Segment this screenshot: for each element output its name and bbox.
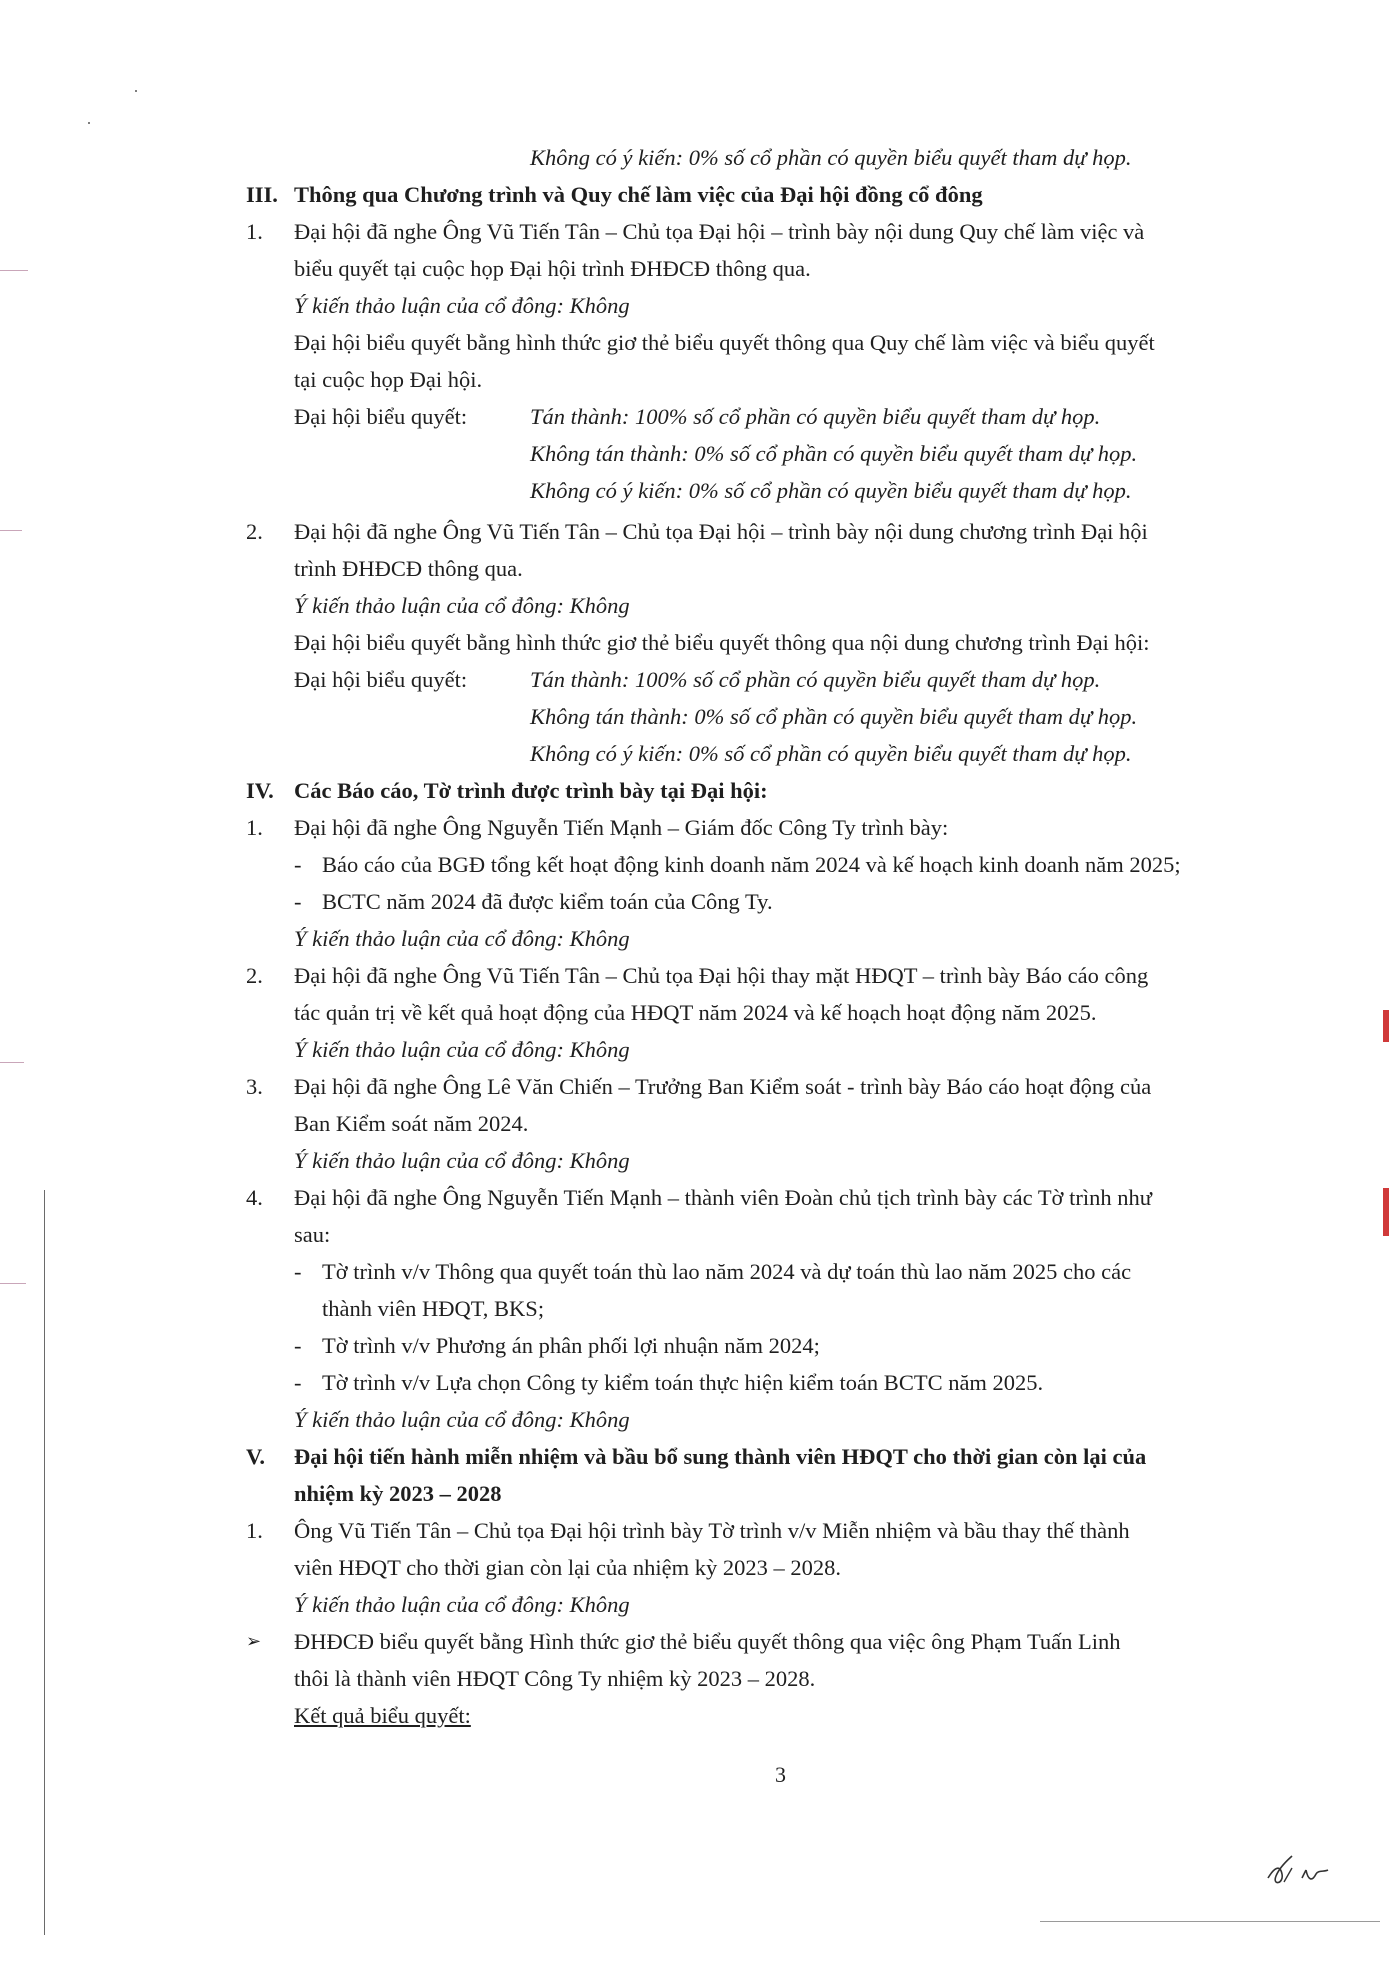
text-line [246,809,1246,846]
dash-marker: - [294,852,302,877]
text-line [246,1697,1246,1734]
text-line [246,472,1246,509]
paragraph-text: trình ĐHĐCĐ thông qua. [294,556,523,581]
section-number: V. [246,1444,265,1469]
text-line [246,994,1246,1031]
section-number: IV. [246,778,274,803]
text-line [246,287,1246,324]
discussion-note: Ý kiến thảo luận của cổ đông: Không [294,1407,630,1432]
discussion-note: Ý kiến thảo luận của cổ đông: Không [294,1037,630,1062]
item-number: 1. [246,1518,263,1543]
text-line [246,1142,1246,1179]
item-text: Đại hội đã nghe Ông Nguyễn Tiến Mạnh – thành viên Đoàn chủ tịch trình bày các Tờ trình như [294,1185,1152,1210]
item-text: Đại hội đã nghe Ông Vũ Tiến Tân – Chủ tọa Đại hội – trình bày nội dung chương trình Đại hội [294,519,1148,544]
item-number: 4. [246,1185,263,1210]
text-line [246,550,1246,587]
bullet-text: Tờ trình v/v Lựa chọn Công ty kiểm toán thực hiện kiểm toán BCTC năm 2025. [322,1370,1044,1395]
text-line [246,1216,1246,1253]
text-line [246,361,1246,398]
resolution-text: ĐHĐCĐ biểu quyết bằng Hình thức giơ thẻ biểu quyết thông qua việc ông Phạm Tuấn Linh [294,1629,1121,1654]
item-text: Đại hội đã nghe Ông Vũ Tiến Tân – Chủ tọa Đại hội – trình bày nội dung Quy chế làm việc và [294,219,1145,244]
item-number: 2. [246,963,263,988]
section-heading: Đại hội tiến hành miễn nhiệm và bầu bổ sung thành viên HĐQT cho thời gian còn lại của [294,1444,1147,1469]
text-line [246,1549,1246,1586]
vote-result: Tán thành: 100% số cổ phần có quyền biểu quyết tham dự họp. [530,404,1101,429]
scan-dot [88,122,90,124]
text-line [246,1179,1246,1216]
paragraph-text: biểu quyết tại cuộc họp Đại hội trình ĐHĐCĐ thông qua. [294,256,811,281]
item-number: 3. [246,1074,263,1099]
vote-label: Đại hội biểu quyết: [294,667,468,692]
discussion-note: Ý kiến thảo luận của cổ đông: Không [294,593,630,618]
text-line [246,1364,1246,1401]
text-line [246,846,1246,883]
bullet-text: Báo cáo của BGĐ tổng kết hoạt động kinh doanh năm 2024 và kế hoạch kinh doanh năm 2025; [322,852,1181,877]
text-line [246,1290,1246,1327]
text-line [246,1068,1246,1105]
bullet-text: thành viên HĐQT, BKS; [322,1296,545,1321]
text-line [246,1512,1246,1549]
bottom-rule [1040,1921,1380,1922]
red-stamp-edge [1383,1010,1389,1042]
text-line [246,920,1246,957]
text-line [246,213,1246,250]
edge-mark [0,1283,26,1284]
section-heading: Thông qua Chương trình và Quy chế làm việc của Đại hội đồng cổ đông [294,182,983,207]
discussion-note: Ý kiến thảo luận của cổ đông: Không [294,1592,630,1617]
item-text: Đại hội đã nghe Ông Nguyễn Tiến Mạnh – Giám đốc Công Ty trình bày: [294,815,949,840]
paragraph-text: Ban Kiểm soát năm 2024. [294,1111,529,1136]
discussion-note: Ý kiến thảo luận của cổ đông: Không [294,926,630,951]
arrow-marker: ➢ [246,1631,262,1651]
text-line [246,1401,1246,1438]
text-line [246,1253,1246,1290]
signature-initials [1262,1852,1342,1894]
text-line [246,1105,1246,1142]
paragraph-text: Đại hội biểu quyết bằng hình thức giơ thẻ biểu quyết thông qua nội dung chương trình Đại hội: [294,630,1150,655]
item-text: Đại hội đã nghe Ông Vũ Tiến Tân – Chủ tọa Đại hội thay mặt HĐQT – trình bày Báo cáo công [294,963,1149,988]
vote-result: Không tán thành: 0% số cổ phần có quyền biểu quyết tham dự họp. [530,441,1138,466]
text-line [246,398,1246,435]
item-number: 2. [246,519,263,544]
paragraph-text: thôi là thành viên HĐQT Công Ty nhiệm kỳ 2023 – 2028. [294,1666,816,1691]
vote-label: Đại hội biểu quyết: [294,404,468,429]
vote-result: Không có ý kiến: 0% số cổ phần có quyền biểu quyết tham dự họp. [530,478,1132,503]
red-stamp-edge [1383,1188,1389,1236]
vote-result: Không có ý kiến: 0% số cổ phần có quyền biểu quyết tham dự họp. [530,145,1132,170]
left-margin-rule [44,1190,45,1935]
edge-mark [0,270,28,271]
text-line [246,587,1246,624]
discussion-note: Ý kiến thảo luận của cổ đông: Không [294,1148,630,1173]
paragraph-text: viên HĐQT cho thời gian còn lại của nhiệm kỳ 2023 – 2028. [294,1555,842,1580]
text-line [246,1586,1246,1623]
text-line [246,698,1246,735]
bullet-text: Tờ trình v/v Phương án phân phối lợi nhuận năm 2024; [322,1333,820,1358]
text-line [246,772,1246,809]
text-line [246,1475,1246,1512]
text-line [246,139,1246,176]
item-number: 1. [246,815,263,840]
text-line [246,513,1246,550]
page-number: 3 [775,1762,786,1787]
paragraph-text: Đại hội biểu quyết bằng hình thức giơ thẻ biểu quyết thông qua Quy chế làm việc và biểu quyết [294,330,1155,355]
text-line [246,624,1246,661]
discussion-note: Ý kiến thảo luận của cổ đông: Không [294,293,630,318]
paragraph-text: sau: [294,1222,331,1247]
section-number: III. [246,182,278,207]
scan-dot [135,90,137,92]
text-line [246,1031,1246,1068]
bullet-text: BCTC năm 2024 đã được kiểm toán của Công Ty. [322,889,773,914]
dash-marker: - [294,1259,302,1284]
text-line [246,1623,1246,1660]
dash-marker: - [294,1333,302,1358]
document-body [246,139,1246,1734]
text-line [246,1438,1246,1475]
dash-marker: - [294,889,302,914]
dash-marker: - [294,1370,302,1395]
vote-result: Không tán thành: 0% số cổ phần có quyền biểu quyết tham dự họp. [530,704,1138,729]
paragraph-text: tác quản trị về kết quả hoạt động của HĐQT năm 2024 và kế hoạch hoạt động năm 2025. [294,1000,1097,1025]
text-line [246,435,1246,472]
vote-result: Không có ý kiến: 0% số cổ phần có quyền biểu quyết tham dự họp. [530,741,1132,766]
text-line [246,250,1246,287]
section-heading: Các Báo cáo, Tờ trình được trình bày tại Đại hội: [294,778,768,803]
text-line [246,1327,1246,1364]
text-line [246,661,1246,698]
section-heading: nhiệm kỳ 2023 – 2028 [294,1481,502,1506]
edge-mark [0,530,22,531]
text-line [246,957,1246,994]
item-text: Ông Vũ Tiến Tân – Chủ tọa Đại hội trình bày Tờ trình v/v Miễn nhiệm và bầu thay thế thành [294,1518,1130,1543]
text-line [246,1660,1246,1697]
text-line [246,324,1246,361]
item-number: 1. [246,219,263,244]
text-line [246,176,1246,213]
vote-result-heading: Kết quả biểu quyết: [294,1703,471,1728]
text-line [246,735,1246,772]
paragraph-text: tại cuộc họp Đại hội. [294,367,483,392]
bullet-text: Tờ trình v/v Thông qua quyết toán thù lao năm 2024 và dự toán thù lao năm 2025 cho các [322,1259,1132,1284]
text-line [246,883,1246,920]
vote-result: Tán thành: 100% số cổ phần có quyền biểu quyết tham dự họp. [530,667,1101,692]
edge-mark [0,1062,24,1063]
item-text: Đại hội đã nghe Ông Lê Văn Chiến – Trưởng Ban Kiểm soát - trình bày Báo cáo hoạt động của [294,1074,1152,1099]
